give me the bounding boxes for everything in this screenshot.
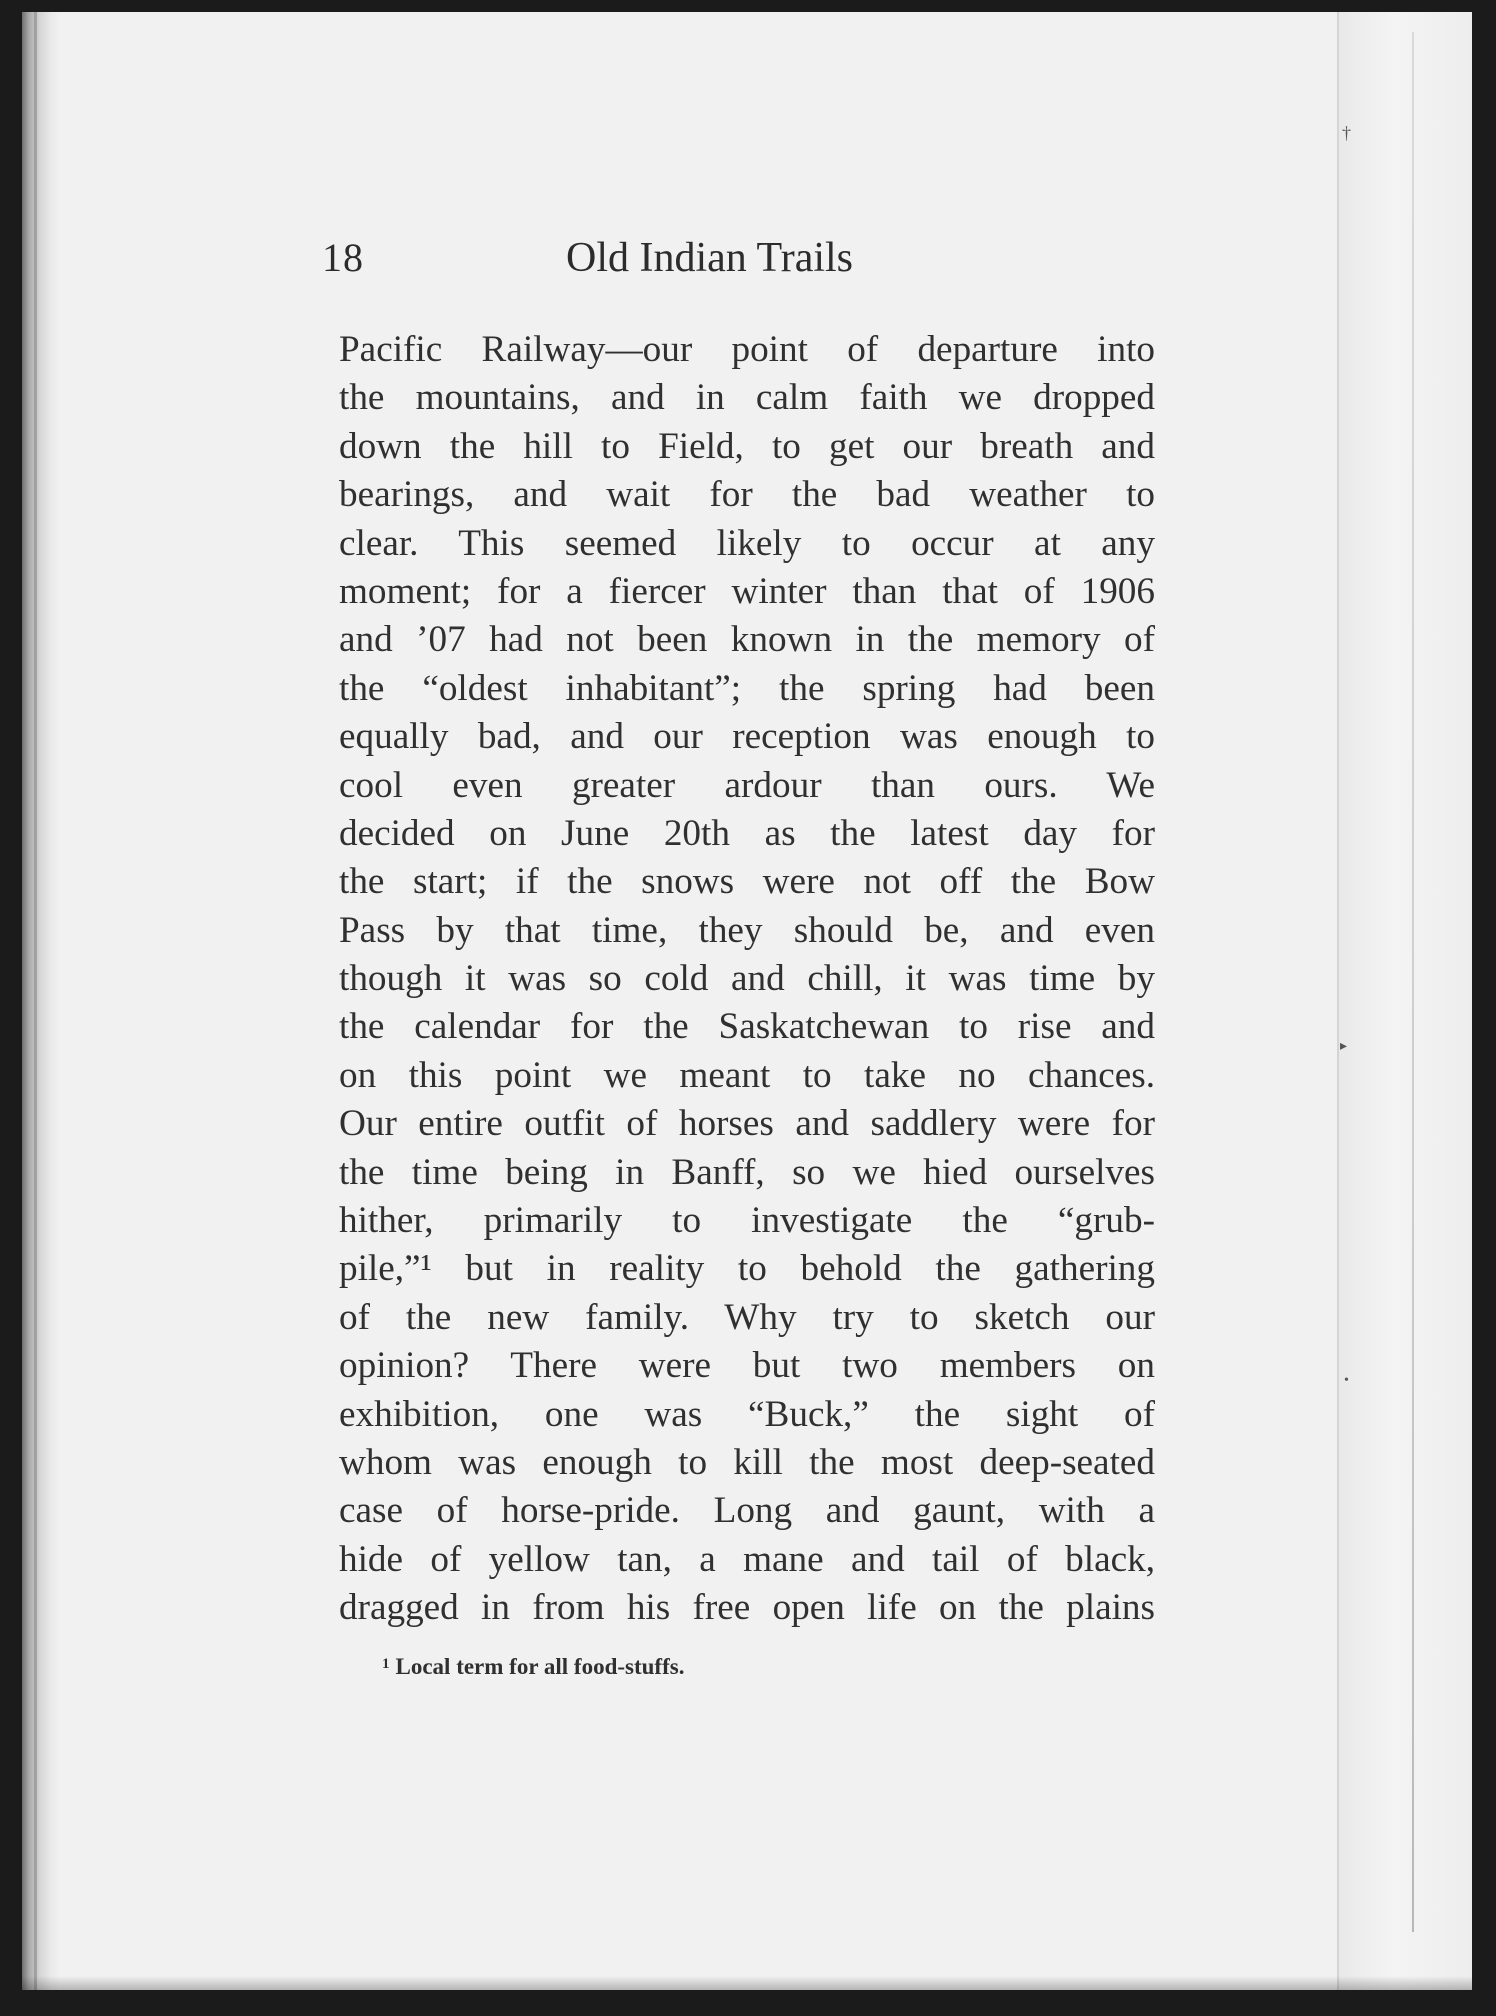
gutter-line (34, 12, 37, 1990)
text-line: cool even greater ardour than ours. We (339, 764, 1155, 806)
footnote (382, 1654, 684, 1680)
text-line: the “oldest inhabitant”; the spring had been (339, 667, 1155, 709)
body-text (339, 326, 1155, 1633)
text-line: exhibition, one was “Buck,” the sight of (339, 1393, 1155, 1435)
text-line: decided on June 20th as the latest day for (339, 812, 1155, 854)
text-line: Our entire outfit of horses and saddlery were for (339, 1103, 1155, 1145)
text-line: the calendar for the Saskatchewan to rise and (339, 1006, 1155, 1048)
text-line: the mountains, and in calm faith we dropped (339, 377, 1155, 419)
bottom-shadow (22, 1976, 1472, 1990)
text-line: and ’07 had not been known in the memory of (339, 619, 1155, 661)
edge-mark-icon: † (1342, 123, 1351, 143)
edge-rule (1412, 32, 1414, 1932)
text-line: dragged in from his free open life on the plains (339, 1587, 1155, 1629)
text-line: on this point we meant to take no chances. (339, 1054, 1155, 1096)
adjacent-page-edge (1337, 12, 1472, 1990)
footnote-text: Local term for all food-stuffs. (395, 1654, 685, 1679)
text-line: moment; for a fiercer winter than that of 1906 (339, 570, 1155, 612)
text-line: the time being in Banff, so we hied ourselves (339, 1151, 1155, 1193)
text-line: opinion? There were but two members on (339, 1345, 1155, 1387)
text-line: pile,”¹ but in reality to behold the gathering (339, 1248, 1155, 1290)
text-line: hither, primarily to investigate the “grub- (339, 1200, 1155, 1242)
text-line: clear. This seemed likely to occur at any (339, 522, 1155, 564)
text-line: case of horse-pride. Long and gaunt, with a (339, 1490, 1155, 1532)
edge-mark-icon: • (1344, 1373, 1349, 1388)
page-number: 18 (322, 235, 364, 280)
running-header (322, 234, 1162, 294)
page-gutter (22, 12, 60, 1990)
text-line: Pass by that time, they should be, and even (339, 909, 1155, 951)
text-line: bearings, and wait for the bad weather to (339, 474, 1155, 516)
text-line: equally bad, and our reception was enough to (339, 716, 1155, 758)
footnote-marker: 1 (382, 1656, 390, 1672)
text-line: of the new family. Why try to sketch our (339, 1296, 1155, 1338)
book-page (22, 12, 1472, 1990)
edge-mark-icon: ▸ (1340, 1039, 1348, 1054)
text-line: down the hill to Field, to get our breath and (339, 425, 1155, 467)
book-title: Old Indian Trails (566, 235, 854, 281)
text-line: whom was enough to kill the most deep-seated (339, 1441, 1155, 1483)
text-line: though it was so cold and chill, it was time by (339, 958, 1155, 1000)
text-line: the start; if the snows were not off the Bow (339, 861, 1155, 903)
text-line: Pacific Railway—our point of departure into (339, 329, 1155, 370)
text-line: hide of yellow tan, a mane and tail of black, (339, 1538, 1155, 1580)
